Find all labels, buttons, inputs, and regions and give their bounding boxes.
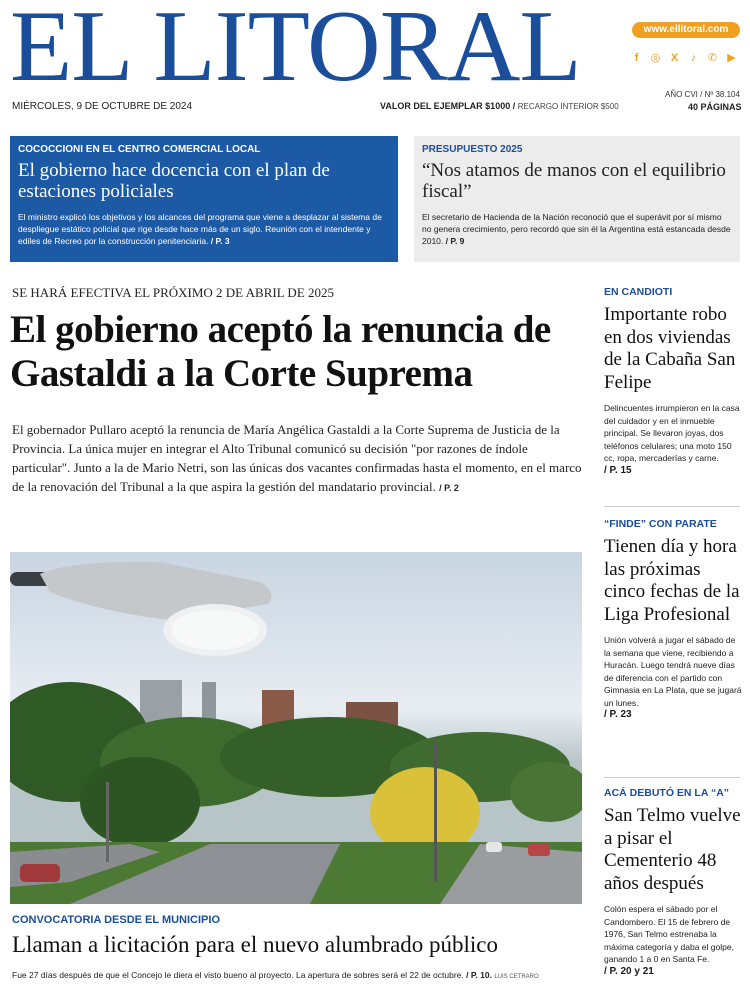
photo-credit: LUIS CETRARO xyxy=(494,974,539,980)
side-story[interactable] xyxy=(604,518,744,720)
whatsapp-icon[interactable]: ✆ xyxy=(707,52,718,64)
page-ref: / P. 3 xyxy=(210,236,230,246)
story-headline[interactable]: “Nos atamos de manos con el equilibrio fiscal” xyxy=(422,160,726,202)
story-headline[interactable]: El gobierno hace docencia con el plan de estaciones policiales xyxy=(18,160,330,202)
page-ref: / P. 10. xyxy=(466,970,492,980)
story-headline[interactable]: Importante robo en dos viviendas de la Cabaña San Felipe xyxy=(604,304,736,393)
story-body xyxy=(422,211,732,247)
youtube-icon[interactable]: ▶ xyxy=(727,52,736,64)
story-kicker: PRESUPUESTO 2025 xyxy=(422,144,523,155)
price-label: VALOR DEL EJEMPLAR $1000 / xyxy=(380,101,516,111)
story-body xyxy=(18,211,390,247)
facebook-icon[interactable]: f xyxy=(634,52,639,64)
top-story-left[interactable] xyxy=(10,136,398,262)
street-photo-illustration xyxy=(10,552,582,904)
page-ref: / P. 15 xyxy=(604,464,632,476)
page-count: 40 PÁGINAS xyxy=(688,102,742,112)
page-ref: / P. 2 xyxy=(439,483,459,493)
edition-number: AÑO CVI / Nº 38.104 xyxy=(665,90,740,99)
story-kicker: ACÁ DEBUTÓ EN LA “A” xyxy=(604,787,730,799)
story-body-text: El ministro explicó los objetivos y los alcances del programa que viene a desplazar al sistema de despliegue estático policial que rige desde hace más de un siglo. Reunión con el intendente y ediles de Recreo por la construcción penitenciaria. xyxy=(18,212,382,246)
issue-price xyxy=(380,101,619,111)
story-headline[interactable]: Tienen día y hora las próximas cinco fechas de la Liga Profesional xyxy=(604,536,740,625)
page-ref: / P. 23 xyxy=(604,709,632,720)
side-story[interactable] xyxy=(604,286,744,476)
column-divider xyxy=(604,777,740,778)
bottom-kicker: CONVOCATORIA DESDE EL MUNICIPIO xyxy=(12,914,221,926)
social-icons xyxy=(630,52,738,65)
main-body-text: El gobernador Pullaro aceptó la renuncia de María Angélica Gastaldi a la Corte Suprema de Justicia de la Provincia. La única mujer en integrar el Alto Tribunal comunicó su decisión "por razones de índole particular". Junto a la de Mario Netri, son las únicas dos vacantes confirmadas hasta el momento, en el marco de la renovación del Tribunal a la que aspira la gestión del mandatario provincial. xyxy=(12,422,582,494)
top-story-right[interactable] xyxy=(414,136,740,262)
story-kicker: EN CANDIOTI xyxy=(604,286,673,298)
issue-date: MIÉRCOLES, 9 DE OCTUBRE DE 2024 xyxy=(12,101,193,112)
masthead-logo[interactable]: EL LITORAL xyxy=(10,0,581,103)
price-interior: RECARGO INTERIOR $500 xyxy=(517,102,619,111)
instagram-icon[interactable]: ◎ xyxy=(650,52,661,64)
story-kicker: “FINDE” CON PARATE xyxy=(604,518,717,530)
bottom-body-text: Fue 27 días después de que el Concejo le diera el visto bueno al proyecto. La apertura de sobres será el 22 de octubre. xyxy=(12,970,464,980)
tiktok-icon[interactable]: ♪ xyxy=(690,52,697,64)
page-ref: / P. 9 xyxy=(445,236,465,246)
site-url-badge[interactable]: www.ellitoral.com xyxy=(632,22,740,38)
story-headline[interactable]: San Telmo vuelve a pisar el Cementerio 48 años después xyxy=(604,805,741,894)
story-body: Unión volverá a jugar el sábado de la semana que viene, recibiendo a Huracán. Luego tendrá nueve días de diferencia con el partido con Gimnasia en La Plata, que se jugará un lunes. xyxy=(604,635,742,708)
bottom-headline[interactable]: Llaman a licitación para el nuevo alumbrado público xyxy=(12,932,499,957)
story-body: Delincuentes irrumpieron en la casa del cuidador y en el inmueble principal. Se llevaron joyas, dos teléfonos celulares; una moto 150 cc, ropa, mercaderías y carne. xyxy=(604,403,740,463)
story-body: Colón espera el sábado por el Candombero. El 15 de febrero de 1976, San Telmo estrenaba la máxima categoría y daba el golpe, ganando 1 a 0 en Santa Fe. xyxy=(604,904,734,964)
side-story[interactable] xyxy=(604,787,744,977)
main-headline[interactable]: El gobierno aceptó la renuncia de Gastaldi a la Corte Suprema xyxy=(10,308,551,395)
main-body xyxy=(12,420,582,498)
x-icon[interactable]: X xyxy=(670,52,679,64)
main-kicker: SE HARÁ EFECTIVA EL PRÓXIMO 2 DE ABRIL DE 2025 xyxy=(12,285,335,300)
column-divider xyxy=(604,506,740,507)
bottom-body xyxy=(12,970,539,980)
story-body-text: El secretario de Hacienda de la Nación reconoció que el superávit por sí mismo no genera crecimiento, pero recordó que sin él la Argentina está estancada desde 2010. xyxy=(422,212,731,246)
page-ref: / P. 20 y 21 xyxy=(604,965,654,977)
story-kicker: COCOCCIONI EN EL CENTRO COMERCIAL LOCAL xyxy=(18,144,261,155)
photo-street-lighting[interactable] xyxy=(10,552,582,904)
